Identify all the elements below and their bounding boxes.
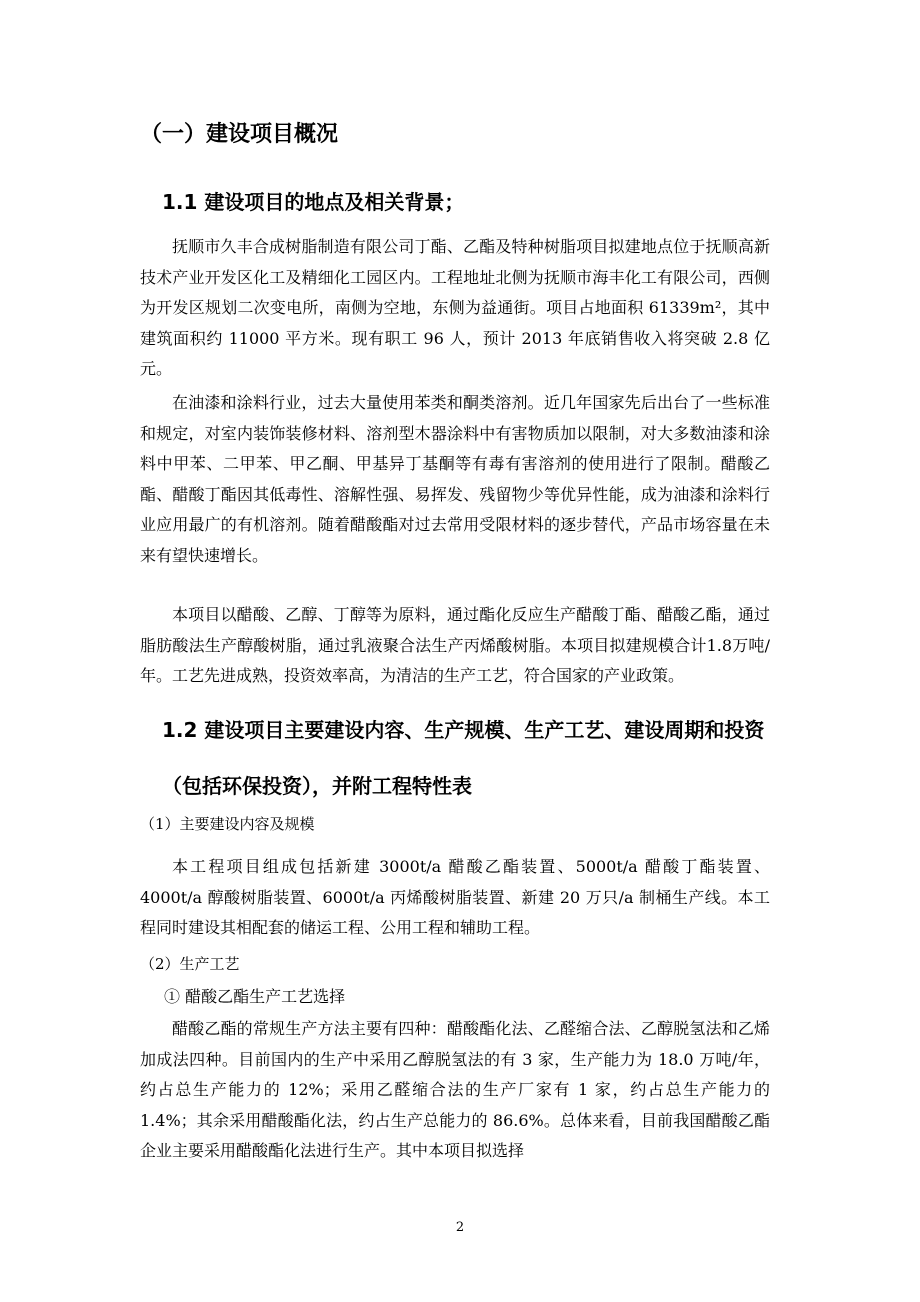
section-1-1-paragraph-3: 本项目以醋酸、乙醇、丁醇等为原料，通过酯化反应生产醋酸丁酯、醋酸乙酯，通过脂肪酸法生产醇酸树脂，通过乳液聚合法生产丙烯酸树脂。本项目拟建规模合计1.8万吨/年。工艺先进成熟，投资效率高，为清洁的生产工艺，符合国家的产业政策。 bbox=[140, 605, 770, 686]
subsection-2-item-paragraph: 醋酸乙酯的常规生产方法主要有四种：醋酸酯化法、乙醛缩合法、乙醇脱氢法和乙烯加成法四种。目前国内的生产中采用乙醇脱氢法的有 3 家，生产能力为 18.0 万吨/年，约占总生产能力的 12%；采用乙醛缩合法的生产厂家有 1 家，约占总生产能力的 1.4%；其余采用醋酸酯化法，约占生产总能力的 86.6%。总体来看，目前我国醋酸乙酯企业主要采用醋酸酯化法进行生产。其中本项目拟选择 bbox=[140, 1019, 770, 1161]
subsection-1-label: （1）主要建设内容及规模 bbox=[140, 815, 315, 833]
subsection-2-item-label: ① 醋酸乙酯生产工艺选择 bbox=[164, 987, 346, 1006]
subsection-2-label: （2）生产工艺 bbox=[140, 955, 240, 973]
chapter-heading: （一）建设项目概况 bbox=[140, 122, 339, 147]
section-1-1-heading: 1.1 建设项目的地点及相关背景； bbox=[162, 190, 465, 214]
section-1-1-paragraph-1: 抚顺市久丰合成树脂制造有限公司丁酯、乙酯及特种树脂项目拟建地点位于抚顺高新技术产业开发区化工及精细化工园区内。工程地址北侧为抚顺市海丰化工有限公司，西侧为开发区规划二次变电所，南侧为空地，东侧为益通街。项目占地面积 61339m²，其中建筑面积约 11000 平方米。现有职工 96 人，预计 2013 年底销售收入将突破 2.8 亿元。 bbox=[140, 237, 770, 379]
section-1-2-heading: 1.2 建设项目主要建设内容、生产规模、生产工艺、建设周期和投资（包括环保投资），并附工程特性表 bbox=[162, 718, 765, 798]
page-number: 2 bbox=[455, 1220, 465, 1235]
subsection-1-paragraph: 本工程项目组成包括新建 3000t/a 醋酸乙酯装置、5000t/a 醋酸丁酯装置、4000t/a 醇酸树脂装置、6000t/a 丙烯酸树脂装置、新建 20 万只/a 制桶生产线。本工程同时建设其相配套的储运工程、公用工程和辅助工程。 bbox=[140, 857, 770, 938]
section-1-1-paragraph-2: 在油漆和涂料行业，过去大量使用苯类和酮类溶剂。近几年国家先后出台了一些标准和规定，对室内装饰装修材料、溶剂型木器涂料中有害物质加以限制，对大多数油漆和涂料中甲苯、二甲苯、甲乙酮、甲基异丁基酮等有毒有害溶剂的使用进行了限制。醋酸乙酯、醋酸丁酯因其低毒性、溶解性强、易挥发、残留物少等优异性能，成为油漆和涂料行业应用最广的有机溶剂。随着醋酸酯对过去常用受限材料的逐步替代，产品市场容量在未来有望快速增长。 bbox=[140, 393, 770, 565]
